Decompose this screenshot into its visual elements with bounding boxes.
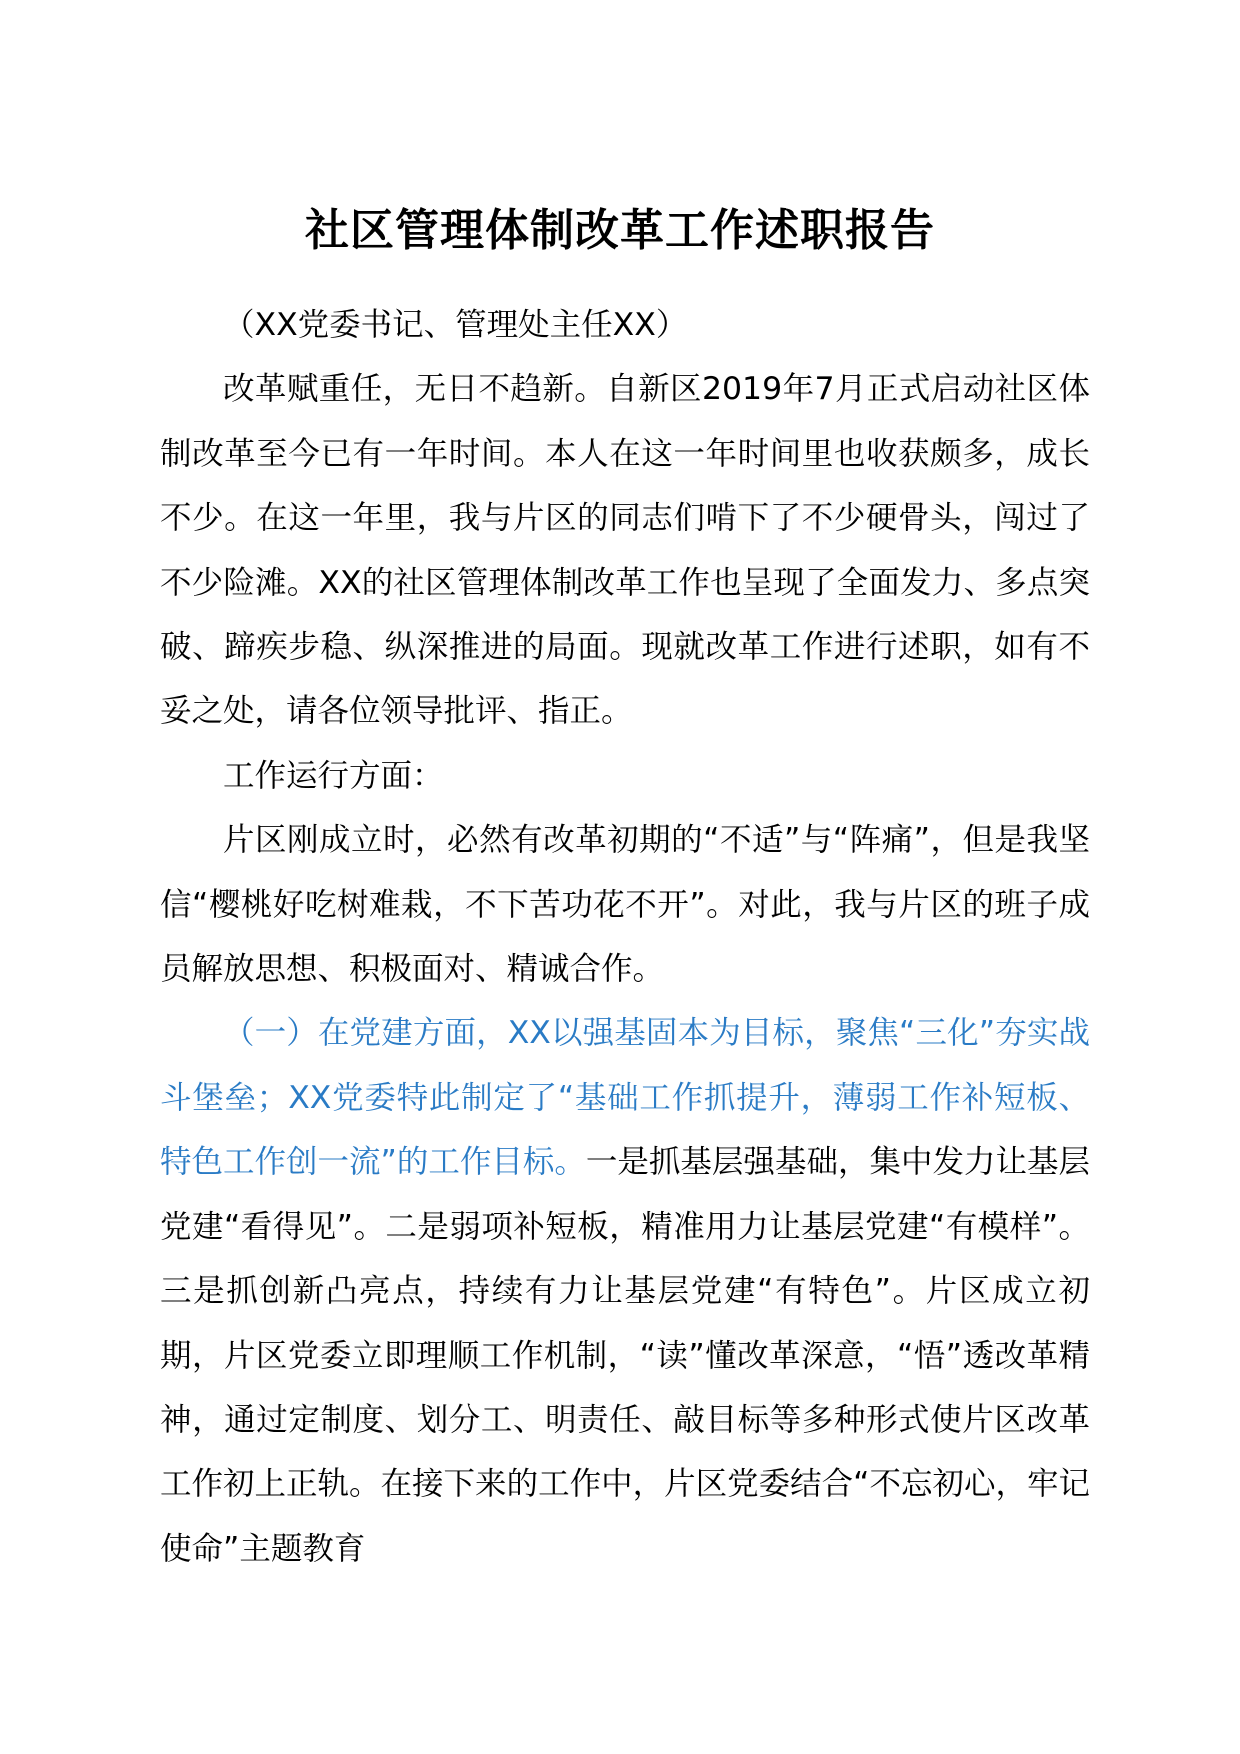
paragraph-text: 一是抓基层强基础，集中发力让基层党建“看得见”。二是弱项补短板，精准用力让基层党建“有模样”。三是抓创新凸亮点，持续有力让基层党建“有特色”。片区成立初期，片区党委立即理顺工作机制，“读”懂改革深意，“悟”透改革精神，通过定制度、划分工、明责任、敲目标等多种形式使片区改革工作初上正轨。在接下来的工作中，片区党委结合“不忘初心，牢记使命”主题教育 — [160, 1144, 1090, 1567]
document-body — [160, 293, 1090, 1581]
paragraph-intro: 改革赋重任，无日不趋新。自新区2019年7月正式启动社区体制改革至今已有一年时间。本人在这一年时间里也收获颇多，成长不少。在这一年里，我与片区的同志们啃下了不少硬骨头，闯过了不少险滩。XX的社区管理体制改革工作也呈现了全面发力、多点突破、蹄疾步稳、纵深推进的局面。现就改革工作进行述职，如有不妥之处，请各位领导批评、指正。 — [160, 371, 1090, 730]
byline: （XX党委书记、管理处主任XX） — [223, 307, 688, 343]
document-title: 社区管理体制改革工作述职报告 — [305, 205, 935, 256]
paragraph-party-building — [160, 1001, 1090, 1581]
paragraph-early-stage: 片区刚成立时，必然有改革初期的“不适”与“阵痛”，但是我坚信“樱桃好吃树难栽，不下苦功花不开”。对此，我与片区的班子成员解放思想、积极面对、精诚合作。 — [160, 822, 1090, 988]
section-heading-operations: 工作运行方面： — [223, 757, 444, 794]
highlighted-text: （一）在党建方面，XX以强基固本为目标，聚焦“三化”夯实战斗堡垒；XX党委特此制定了“基础工作抓提升，薄弱工作补短板、特色工作创一流”的工作目标。 — [160, 1015, 1090, 1181]
